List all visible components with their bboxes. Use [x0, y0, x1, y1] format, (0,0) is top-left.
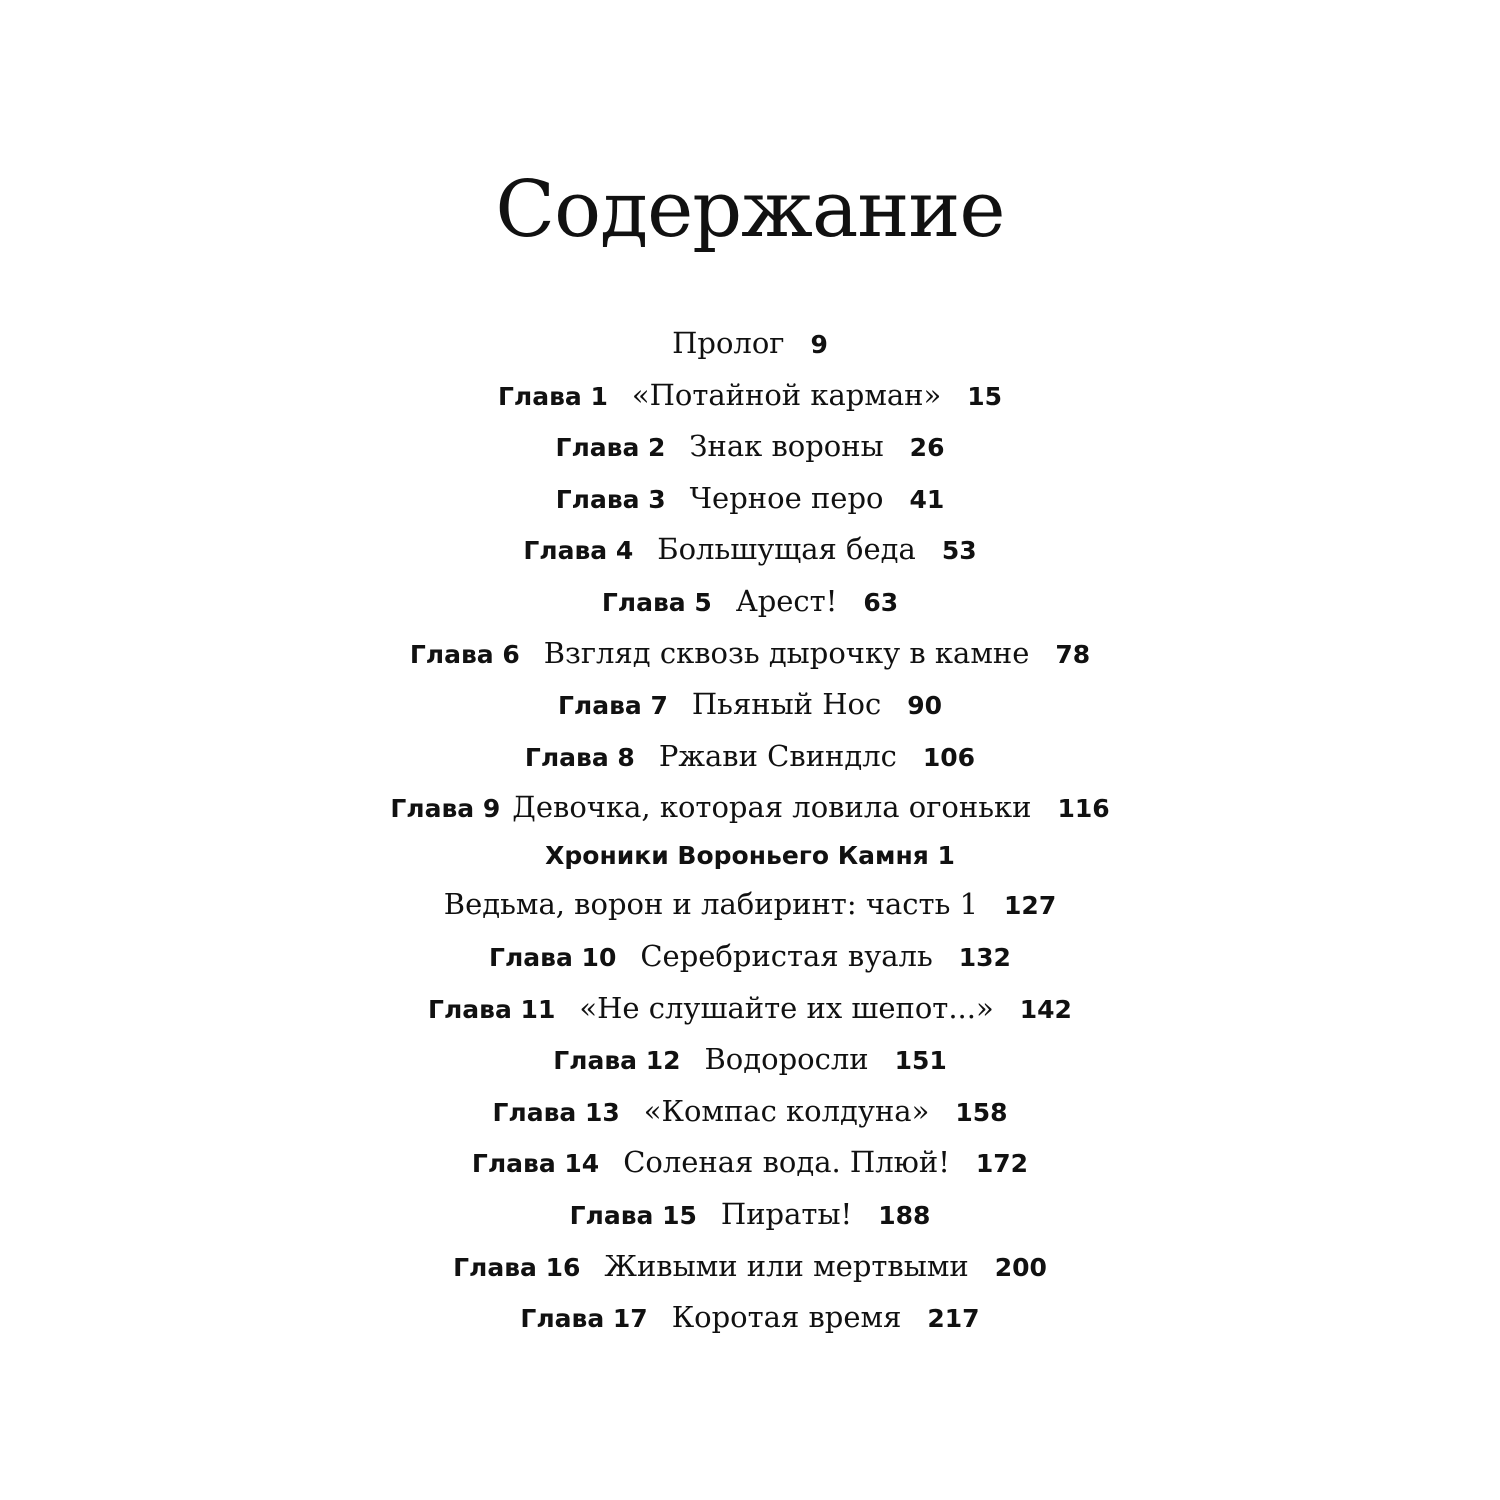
- page-title: Содержание: [495, 165, 1005, 255]
- toc-entry-chapter-4: [0, 524, 1500, 576]
- toc-entry-chronicles: [0, 878, 1500, 931]
- page-number: 158: [955, 1097, 1008, 1127]
- page-number: 127: [1004, 890, 1057, 920]
- chapter-label: Глава 9: [390, 794, 501, 824]
- part-title: Хроники Вороньего Камня 1: [545, 840, 955, 870]
- chapter-name: «Потайной карман»: [631, 377, 942, 412]
- toc-entry-chapter-9: [0, 782, 1500, 834]
- toc-entry-chapter-6: [0, 628, 1500, 680]
- chapter-name: Ведьма, ворон и лабиринт: часть 1: [443, 886, 979, 921]
- page-number: 200: [994, 1252, 1047, 1282]
- chapter-label: Глава 17: [520, 1304, 648, 1334]
- toc-part-heading: [0, 834, 1500, 878]
- page-number: 188: [878, 1200, 931, 1230]
- page-number: 63: [863, 587, 899, 617]
- page-number: 15: [967, 381, 1003, 411]
- chapter-name: Коротая время: [671, 1300, 902, 1335]
- page-number: 53: [941, 536, 977, 566]
- page-number: 106: [922, 742, 976, 772]
- toc-entry-chapter-15: [0, 1189, 1500, 1241]
- toc-entry-chapter-8: [0, 731, 1500, 783]
- chapter-name: Знак вороны: [689, 429, 884, 464]
- chapter-label: Глава 10: [489, 942, 617, 972]
- page-number: 172: [975, 1149, 1029, 1179]
- chapter-name: Пьяный Нос: [691, 687, 882, 722]
- toc-entry-chapter-7: [0, 679, 1500, 731]
- chapter-label: Глава 6: [409, 639, 520, 669]
- chapter-label: Глава 12: [553, 1046, 681, 1076]
- page-number: 9: [810, 330, 828, 359]
- chapter-label: Глава 14: [471, 1149, 600, 1179]
- chapter-name: Водоросли: [704, 1042, 869, 1077]
- chapter-name: «Не слушайте их шепот...»: [579, 990, 994, 1025]
- chapter-name: Соленая вода. Плюй!: [623, 1145, 950, 1180]
- chapter-name: Пираты!: [720, 1196, 853, 1231]
- page-number: 116: [1057, 794, 1110, 824]
- toc-entry-prologue: [0, 318, 1500, 370]
- chapter-name: Ржави Свиндлс: [658, 738, 897, 773]
- chapter-name: Серебристая вуаль: [640, 938, 933, 973]
- chapter-name: Черное перо: [689, 480, 884, 515]
- chapter-label: Глава 5: [601, 587, 712, 617]
- page-number: 78: [1055, 639, 1091, 669]
- chapter-label: Глава 16: [453, 1252, 581, 1282]
- toc-entry-chapter-17: [0, 1292, 1500, 1344]
- toc-entry-chapter-10: [0, 931, 1500, 983]
- chapter-label: Глава 11: [428, 994, 556, 1024]
- toc-entry-chapter-14: [0, 1137, 1500, 1189]
- chapter-label: Глава 2: [555, 433, 666, 463]
- toc-entry-chapter-3: [0, 473, 1500, 525]
- page-number: 41: [909, 484, 945, 514]
- chapter-label: Глава 7: [557, 691, 668, 721]
- toc-entry-chapter-5: [0, 576, 1500, 628]
- chapter-label: Глава 13: [492, 1097, 620, 1127]
- page-number: 132: [958, 942, 1011, 972]
- page-number: 26: [909, 433, 945, 463]
- chapter-label: Глава 3: [555, 484, 666, 514]
- toc-entry-chapter-2: [0, 421, 1500, 473]
- page-number: 217: [927, 1304, 980, 1334]
- toc-entry-chapter-12: [0, 1034, 1500, 1086]
- chapter-name: Пролог: [672, 326, 785, 360]
- page-number: 90: [907, 691, 943, 721]
- chapter-label: Глава 1: [497, 381, 608, 411]
- toc-entry-chapter-1: [0, 370, 1500, 422]
- page-number: 142: [1019, 994, 1072, 1024]
- chapter-name: Девочка, которая ловила огоньки: [512, 790, 1032, 825]
- chapter-label: Глава 4: [523, 536, 634, 566]
- toc-entry-chapter-11: [0, 983, 1500, 1035]
- chapter-name: Большущая беда: [657, 532, 916, 567]
- chapter-label: Глава 15: [569, 1200, 697, 1230]
- chapter-label: Глава 8: [524, 742, 635, 772]
- chapter-name: «Компас колдуна»: [643, 1093, 930, 1128]
- table-of-contents: [0, 318, 1500, 1344]
- toc-entry-chapter-13: [0, 1086, 1500, 1138]
- chapter-name: Взгляд сквозь дырочку в камне: [543, 635, 1030, 670]
- chapter-name: Арест!: [735, 583, 838, 618]
- page-number: 151: [894, 1046, 947, 1076]
- chapter-name: Живыми или мертвыми: [604, 1248, 969, 1283]
- toc-entry-chapter-16: [0, 1241, 1500, 1293]
